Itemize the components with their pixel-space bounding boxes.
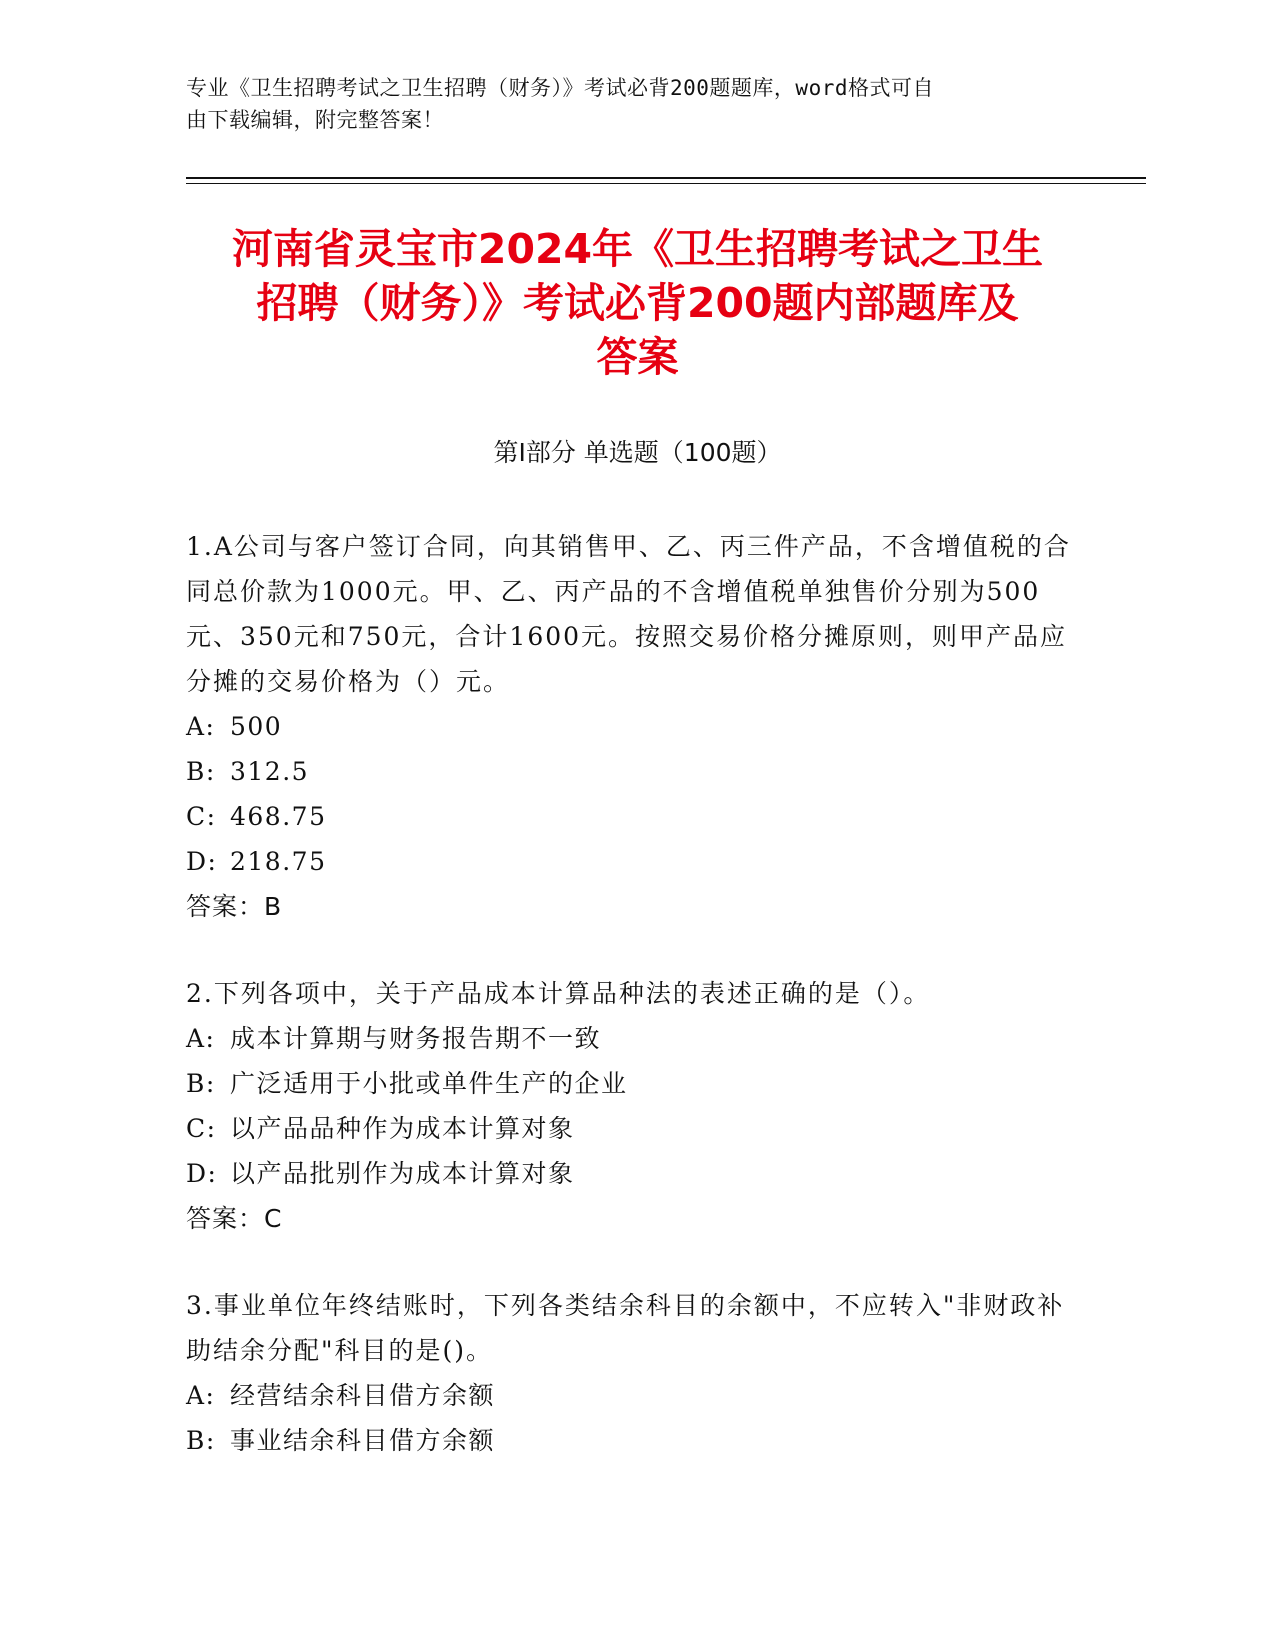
option-letter: B: [186, 757, 216, 786]
option-letter: B: [186, 1426, 216, 1455]
header-rule-thin [186, 183, 1146, 184]
document-title-line-2: 招聘（财务）》考试必背200题内部题库及 [256, 279, 1019, 327]
option-letter: A: [186, 1381, 216, 1410]
question-stem: 2.下列各项中，关于产品成本计算品种法的表述正确的是（）。 [186, 979, 931, 1008]
option-letter: A: [186, 1024, 216, 1053]
option-b [186, 1418, 1086, 1463]
option-text: 广泛适用于小批或单件生产的企业 [230, 1069, 628, 1098]
option-text: 218.75 [230, 847, 327, 876]
document-title [160, 222, 1115, 384]
option-b [186, 1061, 1086, 1106]
option-a [186, 1016, 1086, 1061]
question-stem: 1.A公司与客户签订合同，向其销售甲、乙、丙三件产品，不含增值税的合同总价款为1000元。甲、乙、丙产品的不含增值税单独售价分别为500元、350元和750元，合计1600元。按照交易价格分摊原则，则甲产品应分摊的交易价格为（）元。 [186, 532, 1071, 696]
option-text: 312.5 [230, 757, 310, 786]
option-text: 以产品批别作为成本计算对象 [230, 1159, 575, 1188]
question-2 [186, 971, 1086, 1241]
option-c [186, 794, 1086, 839]
option-b [186, 749, 1086, 794]
option-letter: A: [186, 712, 216, 741]
option-letter: B: [186, 1069, 216, 1098]
option-text: 事业结余科目借方余额 [230, 1426, 496, 1455]
section-title: 第Ⅰ部分 单选题（100题） [493, 438, 782, 467]
answer: 答案：C [186, 1204, 283, 1233]
option-d [186, 839, 1086, 884]
option-text: 成本计算期与财务报告期不一致 [230, 1024, 602, 1053]
option-text: 468.75 [230, 802, 327, 831]
option-c [186, 1106, 1086, 1151]
header-note-line-1: 专业《卫生招聘考试之卫生招聘（财务）》考试必背200题题库，word格式可自 [186, 76, 934, 100]
option-letter: D: [186, 847, 218, 876]
option-d [186, 1151, 1086, 1196]
option-text: 经营结余科目借方余额 [230, 1381, 496, 1410]
option-letter: D: [186, 1159, 218, 1188]
option-letter: C: [186, 1114, 217, 1143]
option-a [186, 704, 1086, 749]
question-3 [186, 1283, 1086, 1463]
header-note-line-2: 由下载编辑，附完整答案！ [186, 108, 444, 132]
document-title-line-3: 答案 [596, 333, 679, 381]
option-a [186, 1373, 1086, 1418]
option-letter: C: [186, 802, 217, 831]
question-list [186, 524, 1086, 1505]
header-note [186, 72, 1086, 136]
option-text: 以产品品种作为成本计算对象 [230, 1114, 575, 1143]
option-text: 500 [230, 712, 283, 741]
header-rule-thick [186, 177, 1146, 179]
question-stem: 3.事业单位年终结账时，下列各类结余科目的余额中，不应转入"非财政补助结余分配"科目的是()。 [186, 1291, 1065, 1365]
document-title-line-1: 河南省灵宝市2024年《卫生招聘考试之卫生 [231, 225, 1044, 273]
answer: 答案：B [186, 892, 283, 921]
question-1 [186, 524, 1086, 929]
